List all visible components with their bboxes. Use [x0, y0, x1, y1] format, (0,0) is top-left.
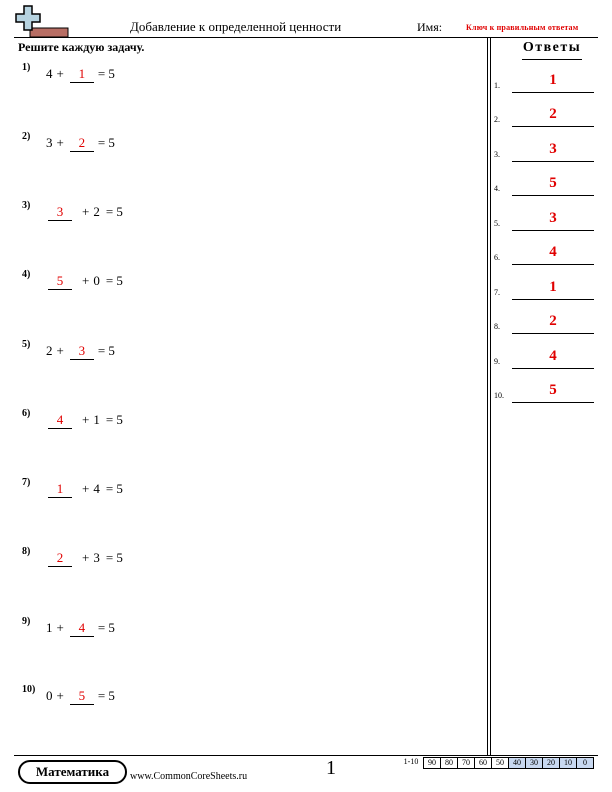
operator: + — [82, 550, 90, 565]
answer-blank: 4 — [70, 620, 94, 637]
answer-blank: 4 — [48, 412, 72, 429]
answer-number: 10. — [494, 391, 504, 400]
operator: + — [56, 343, 64, 358]
answers-title-underline — [522, 59, 582, 60]
answer-value: 3 — [549, 141, 557, 157]
problem-number: 10) — [22, 684, 36, 695]
answer-value: 2 — [549, 106, 557, 122]
problem-expression — [46, 481, 127, 498]
answer-row — [494, 315, 598, 337]
answer-line — [512, 299, 594, 300]
problem-number: 7) — [22, 477, 31, 488]
score-cell: 50 — [491, 757, 509, 769]
instructions: Решите каждую задачу. — [18, 40, 145, 54]
problem-expression — [46, 273, 127, 290]
problem-number: 8) — [22, 546, 31, 557]
answer-value: 1 — [549, 72, 557, 88]
answer-number: 1. — [494, 81, 500, 90]
answer-number: 5. — [494, 219, 500, 228]
answer-row — [494, 108, 598, 130]
answer-value: 4 — [549, 244, 557, 260]
problem-expression — [46, 620, 119, 637]
answer-number: 4. — [494, 184, 500, 193]
equals-sum: = 5 — [97, 135, 115, 150]
answer-line — [512, 161, 594, 162]
answer-line — [512, 402, 594, 403]
answer-line — [512, 230, 594, 231]
answer-value: 5 — [549, 175, 557, 191]
score-cell: 90 — [423, 757, 441, 769]
problem-row — [22, 477, 222, 507]
answer-blank: 2 — [70, 135, 94, 152]
operator: + — [82, 412, 90, 427]
score-cell: 40 — [508, 757, 526, 769]
answer-line — [512, 126, 594, 127]
answer-number: 2. — [494, 115, 500, 124]
problem-expression — [46, 550, 127, 567]
problem-row — [22, 408, 222, 438]
header-divider — [14, 37, 598, 38]
problem-expression — [46, 66, 119, 83]
addend: 4 — [46, 66, 53, 81]
answer-key-label: Ключ к правильным ответам — [466, 23, 579, 32]
problem-expression — [46, 135, 119, 152]
answer-row — [494, 246, 598, 268]
answer-row — [494, 212, 598, 234]
page-number: 1 — [326, 757, 336, 779]
problem-number: 5) — [22, 339, 31, 350]
answer-number: 9. — [494, 357, 500, 366]
equals-sum: = 5 — [105, 550, 123, 565]
site-url: www.CommonCoreSheets.ru — [130, 771, 248, 782]
answer-line — [512, 333, 594, 334]
problem-row — [22, 546, 222, 576]
addend: 0 — [46, 688, 53, 703]
problem-expression — [46, 412, 127, 429]
addend: 2 — [46, 343, 53, 358]
answer-blank: 1 — [70, 66, 94, 83]
addend: 3 — [93, 550, 100, 565]
answer-value: 1 — [549, 279, 557, 295]
operator: + — [56, 135, 64, 150]
answer-value: 4 — [549, 348, 557, 364]
operator: + — [56, 688, 64, 703]
equals-sum: = 5 — [105, 412, 123, 427]
problem-row — [22, 684, 222, 714]
answer-row — [494, 350, 598, 372]
answer-number: 3. — [494, 150, 500, 159]
problem-row — [22, 62, 222, 92]
addend: 1 — [93, 412, 100, 427]
answer-blank: 1 — [48, 481, 72, 498]
answer-row — [494, 177, 598, 199]
equals-sum: = 5 — [105, 273, 123, 288]
answers-title: Ответы — [522, 40, 582, 55]
problem-row — [22, 339, 222, 369]
problem-expression — [46, 204, 127, 221]
score-cell: 60 — [474, 757, 492, 769]
operator: + — [82, 273, 90, 288]
answer-number: 8. — [494, 322, 500, 331]
operator: + — [56, 66, 64, 81]
addend: 2 — [93, 204, 100, 219]
addend: 4 — [93, 481, 100, 496]
brand-badge: Математика — [18, 760, 127, 784]
column-divider — [487, 37, 488, 755]
problem-number: 4) — [22, 269, 31, 280]
score-cell: 70 — [457, 757, 475, 769]
problem-expression — [46, 688, 119, 705]
problem-number: 3) — [22, 200, 31, 211]
answer-blank: 3 — [48, 204, 72, 221]
score-table — [398, 757, 594, 769]
score-cell: 30 — [525, 757, 543, 769]
answer-row — [494, 143, 598, 165]
problem-number: 2) — [22, 131, 31, 142]
answer-blank: 3 — [70, 343, 94, 360]
score-cell: 80 — [440, 757, 458, 769]
answer-line — [512, 264, 594, 265]
answer-row — [494, 281, 598, 303]
answer-blank: 5 — [48, 273, 72, 290]
answer-blank: 2 — [48, 550, 72, 567]
answer-number: 6. — [494, 253, 500, 262]
operator: + — [82, 204, 90, 219]
answer-line — [512, 195, 594, 196]
score-cell: 20 — [542, 757, 560, 769]
operator: + — [56, 620, 64, 635]
operator: + — [82, 481, 90, 496]
answer-value: 2 — [549, 313, 557, 329]
answer-line — [512, 92, 594, 93]
score-cell: 0 — [576, 757, 594, 769]
equals-sum: = 5 — [97, 343, 115, 358]
math-plus-logo-icon — [14, 4, 70, 38]
problem-expression — [46, 343, 119, 360]
answer-value: 5 — [549, 382, 557, 398]
problem-number: 6) — [22, 408, 31, 419]
problem-row — [22, 200, 222, 230]
equals-sum: = 5 — [97, 688, 115, 703]
problem-row — [22, 269, 222, 299]
answer-value: 3 — [549, 210, 557, 226]
answer-line — [512, 368, 594, 369]
answer-number: 7. — [494, 288, 500, 297]
answer-row — [494, 384, 598, 406]
addend: 1 — [46, 620, 53, 635]
footer-divider — [14, 755, 598, 756]
worksheet-title: Добавление к определенной ценности — [130, 19, 342, 34]
problem-number: 9) — [22, 616, 31, 627]
score-cell: 10 — [559, 757, 577, 769]
addend: 3 — [46, 135, 53, 150]
equals-sum: = 5 — [97, 620, 115, 635]
column-divider — [490, 37, 491, 755]
score-range-label: 1-10 — [403, 757, 419, 766]
name-label: Имя: — [417, 20, 443, 34]
equals-sum: = 5 — [97, 66, 115, 81]
equals-sum: = 5 — [105, 204, 123, 219]
addend: 0 — [93, 273, 100, 288]
problem-number: 1) — [22, 62, 31, 73]
problem-row — [22, 131, 222, 161]
answer-row — [494, 74, 598, 96]
equals-sum: = 5 — [105, 481, 123, 496]
problem-row — [22, 616, 222, 646]
answer-blank: 5 — [70, 688, 94, 705]
